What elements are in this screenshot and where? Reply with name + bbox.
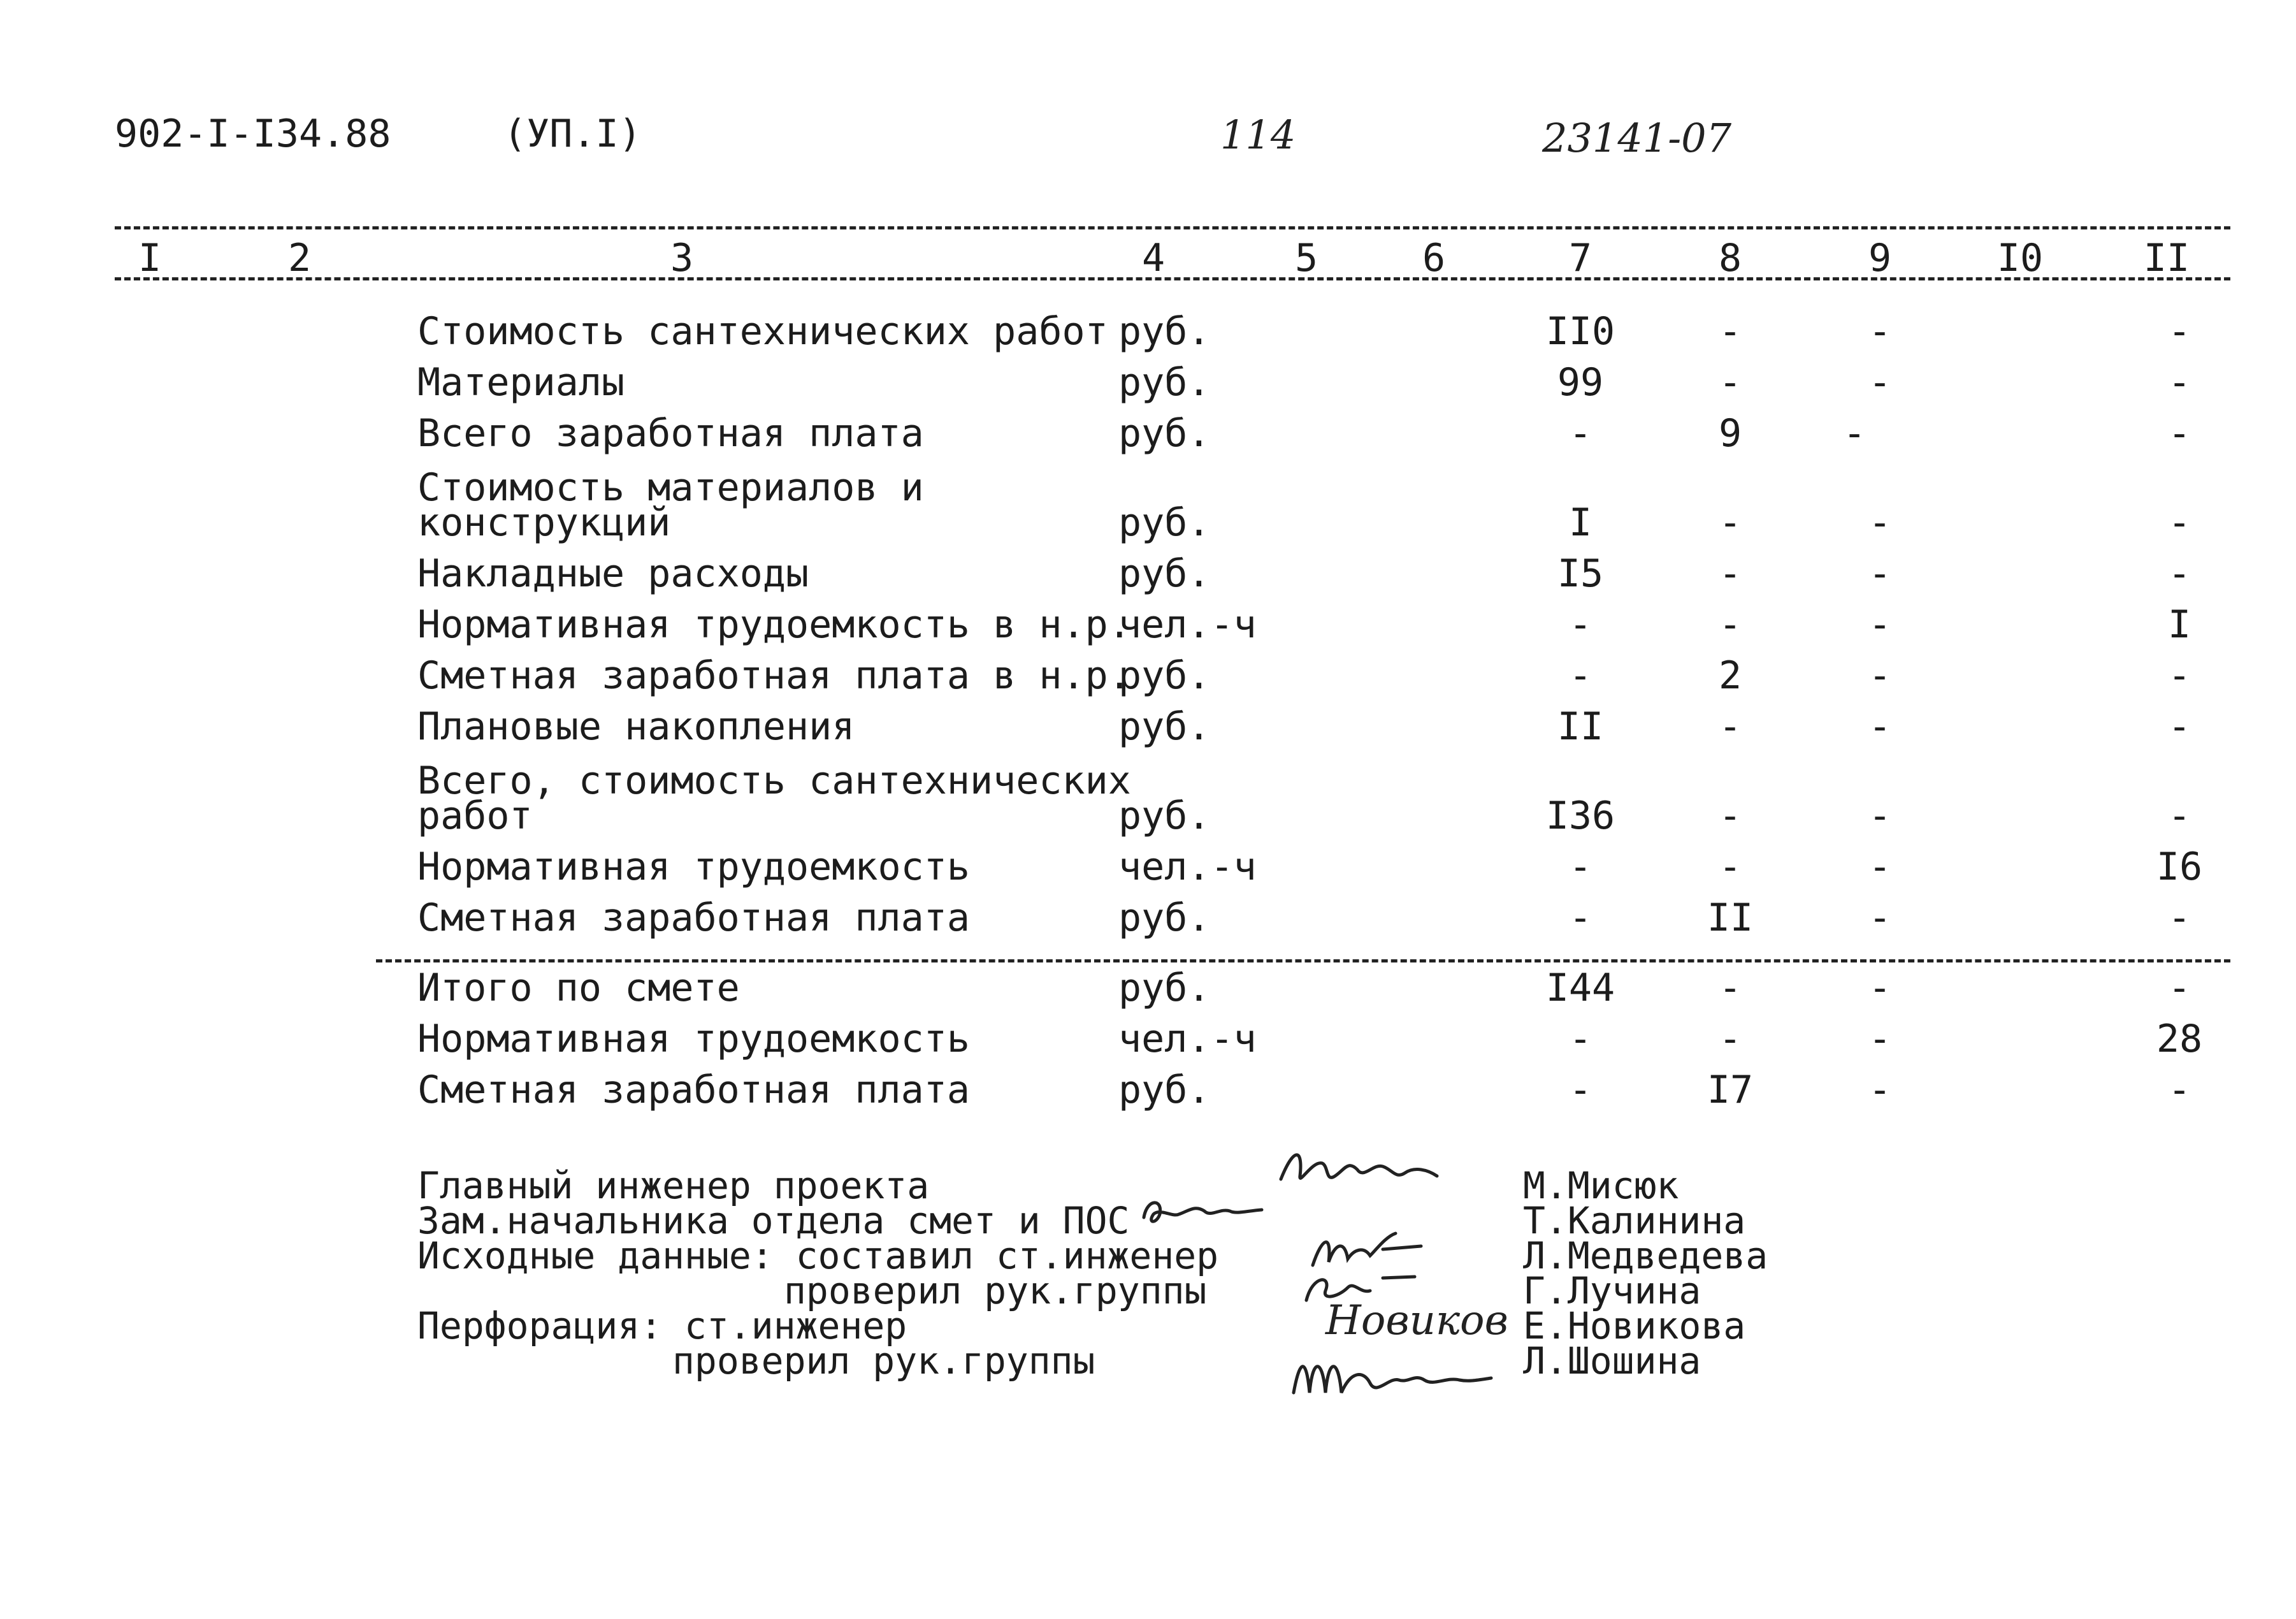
page-number: 114 (1220, 112, 1296, 158)
row-value-col9: - (1868, 1068, 1892, 1112)
row-unit: руб. (1118, 794, 1211, 838)
row-value-col11: - (2167, 500, 2191, 545)
row-unit: руб. (1118, 704, 1211, 749)
row-value-col8: I7 (1707, 1068, 1754, 1112)
row-value-col11: - (2167, 551, 2191, 596)
row-value-col9: - (1868, 704, 1892, 749)
row-unit: руб. (1118, 360, 1211, 405)
signatory-novikova: Е.Новикова (1523, 1304, 1746, 1347)
row-label: Стоимость материалов и (417, 465, 924, 510)
row-label: Сметная заработная плата (417, 1068, 970, 1112)
row-unit: чел.-ч (1118, 845, 1257, 889)
row-value-col7: - (1568, 653, 1592, 698)
signature-role-perforation-checker: проверил рук.группы (672, 1339, 1095, 1383)
row-value-col11: - (2167, 704, 2191, 749)
signature-shoshina-scribble (1287, 1345, 1498, 1402)
row-value-col8: - (1718, 1017, 1742, 1061)
registry-number: 23141-07 (1542, 115, 1732, 161)
row-label: Нормативная трудоемкость в н.р. (417, 602, 1131, 647)
row-label: Всего заработная плата (417, 411, 924, 456)
row-value-col11: - (2167, 896, 2191, 940)
signature-kalinina-scribble (1134, 1192, 1274, 1230)
row-label: Накладные расходы (417, 551, 809, 596)
row-label-continued: работ (417, 794, 533, 838)
row-value-col11: - (2167, 360, 2191, 405)
row-label: Стоимость сантехнических работ (417, 309, 1108, 354)
document-code: 902-I-I34.88 (115, 112, 391, 156)
row-value-col11: - (2167, 966, 2191, 1010)
row-unit: руб. (1118, 309, 1211, 354)
column-header-9: 9 (1868, 236, 1892, 280)
row-value-col11: I6 (2156, 845, 2203, 889)
row-value-col9: - (1868, 551, 1892, 596)
row-value-col8: - (1718, 845, 1742, 889)
row-unit: руб. (1118, 896, 1211, 940)
totals-rule (376, 959, 2230, 962)
row-value-col8: - (1718, 704, 1742, 749)
row-value-col7: II (1557, 704, 1604, 749)
row-value-col9: - (1868, 845, 1892, 889)
row-value-col7: - (1568, 602, 1592, 647)
row-unit: руб. (1118, 1068, 1211, 1112)
signatory-misyuk: М.Мисюк (1523, 1164, 1679, 1207)
row-label: Нормативная трудоемкость (417, 1017, 970, 1061)
header-top-rule (115, 226, 2230, 229)
row-value-col8: 2 (1718, 653, 1742, 698)
signatory-kalinina: Т.Калинина (1523, 1199, 1746, 1242)
row-label: Нормативная трудоемкость (417, 845, 970, 889)
signature-role-source-data-author: Исходные данные: составил ст.инженер (417, 1234, 1219, 1277)
row-value-col8: II (1707, 896, 1754, 940)
column-header-3: 3 (670, 236, 694, 280)
column-header-2: 2 (287, 236, 312, 280)
column-header-7: 7 (1568, 236, 1592, 280)
column-header-11: II (2143, 236, 2190, 280)
row-label-continued: конструкций (417, 500, 671, 545)
row-unit: руб. (1118, 411, 1211, 456)
row-value-col8: - (1718, 602, 1742, 647)
row-unit: руб. (1118, 500, 1211, 545)
row-value-col9: - (1868, 1017, 1892, 1061)
signature-role-source-data-checker: проверил рук.группы (784, 1269, 1207, 1312)
row-value-col7: - (1568, 1017, 1592, 1061)
row-value-col9: - (1868, 653, 1892, 698)
signatory-shoshina: Л.Шошина (1523, 1339, 1701, 1383)
row-value-col11: I (2167, 602, 2191, 647)
row-label: Материалы (417, 360, 625, 405)
column-header-6: 6 (1422, 236, 1446, 280)
row-value-col9: - (1868, 500, 1892, 545)
row-value-col7: - (1568, 411, 1592, 456)
row-value-col7: - (1568, 845, 1592, 889)
row-value-col7: - (1568, 896, 1592, 940)
row-value-col7: I44 (1545, 966, 1615, 1010)
row-value-col8: - (1718, 794, 1742, 838)
row-label: Сметная заработная плата (417, 896, 970, 940)
album-label: (УП.I) (503, 112, 642, 156)
column-header-4: 4 (1141, 236, 1166, 280)
row-value-col11: - (2167, 411, 2191, 456)
row-value-col11: - (2167, 309, 2191, 354)
row-value-col7: I (1568, 500, 1592, 545)
signatory-luchina: Г.Лучина (1523, 1269, 1701, 1312)
row-value-col9: - (1868, 794, 1892, 838)
row-value-col8: - (1718, 500, 1742, 545)
row-label: Итого по смете (417, 966, 740, 1010)
row-unit: руб. (1118, 966, 1211, 1010)
row-label: Сметная заработная плата в н.р. (417, 653, 1131, 698)
row-value-col8: - (1718, 551, 1742, 596)
row-value-col8: - (1718, 360, 1742, 405)
row-value-col8: - (1718, 966, 1742, 1010)
signature-misyuk-scribble (1274, 1141, 1453, 1198)
row-unit: чел.-ч (1118, 1017, 1257, 1061)
row-value-col7: II0 (1545, 309, 1615, 354)
row-value-col8: - (1718, 309, 1742, 354)
signature-role-deputy-head: Зам.начальника отдела смет и ПОС (417, 1199, 1130, 1242)
column-header-10: I0 (1996, 236, 2044, 280)
signature-role-chief-engineer: Главный инженер проекта (417, 1164, 930, 1207)
row-value-col11: 28 (2156, 1017, 2203, 1061)
row-value-col11: - (2167, 794, 2191, 838)
row-value-col9: - (1868, 309, 1892, 354)
signatory-medvedeva: Л.Медведева (1523, 1234, 1768, 1277)
row-value-col7: I36 (1545, 794, 1615, 838)
row-value-col8: 9 (1718, 411, 1742, 456)
row-value-col9: - (1868, 360, 1892, 405)
row-value-col7: I5 (1557, 551, 1604, 596)
row-value-col9: - (1868, 602, 1892, 647)
row-label: Всего, стоимость сантехнических (417, 759, 1131, 803)
row-unit: руб. (1118, 653, 1211, 698)
row-value-col11: - (2167, 1068, 2191, 1112)
row-value-col9: - (1868, 896, 1892, 940)
row-value-col7: 99 (1557, 360, 1604, 405)
row-unit: руб. (1118, 551, 1211, 596)
column-header-1: I (138, 236, 162, 280)
header-bottom-rule (115, 277, 2230, 280)
row-label: Плановые накопления (417, 704, 855, 749)
column-header-5: 5 (1294, 236, 1318, 280)
row-unit: чел.-ч (1118, 602, 1257, 647)
row-value-col11: - (2167, 653, 2191, 698)
signature-novikova-handwritten: Новиков (1325, 1297, 1508, 1344)
signature-role-perforation-engineer: Перфорация: ст.инженер (417, 1304, 907, 1347)
column-header-8: 8 (1718, 236, 1742, 280)
row-value-col9: - (1868, 966, 1892, 1010)
row-value-col9: - (1842, 411, 1866, 456)
row-value-col7: - (1568, 1068, 1592, 1112)
